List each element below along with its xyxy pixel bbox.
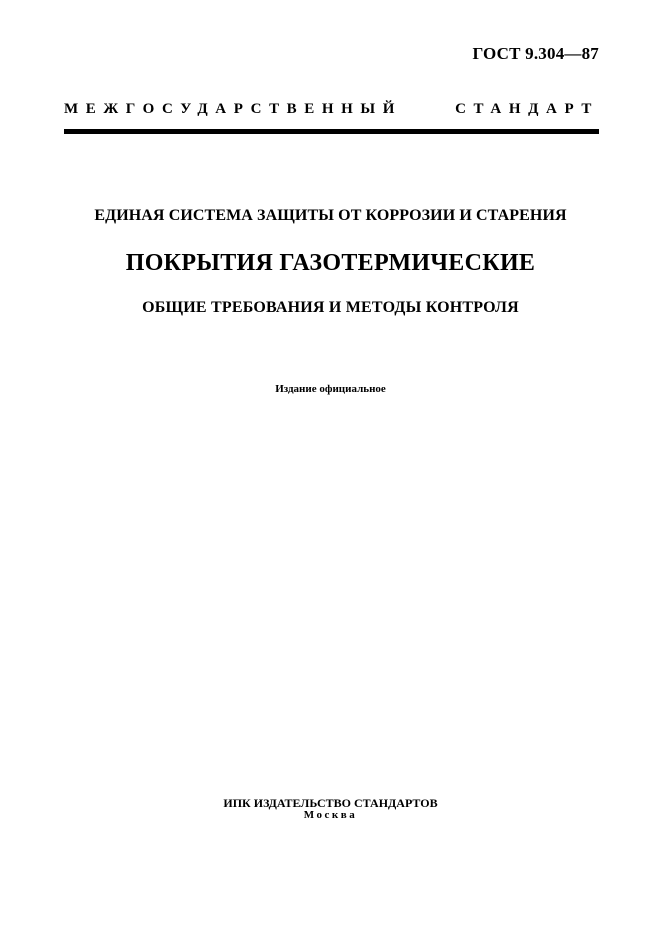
series-title: ЕДИНАЯ СИСТЕМА ЗАЩИТЫ ОТ КОРРОЗИИ И СТАРЕНИЯ xyxy=(94,207,567,224)
publisher-name: ИПК ИЗДАТЕЛЬСТВО СТАНДАРТОВ xyxy=(223,796,438,810)
document-code: ГОСТ 9.304—87 xyxy=(472,44,599,63)
document-title: ПОКРЫТИЯ ГАЗОТЕРМИЧЕСКИЕ xyxy=(125,250,536,276)
header-rule xyxy=(64,129,599,134)
publisher-city: Москва xyxy=(303,809,358,821)
standard-type-heading: МЕЖГОСУДАРСТВЕННЫЙ СТАНДАРТ xyxy=(64,101,599,117)
document-subtitle: ОБЩИЕ ТРЕБОВАНИЯ И МЕТОДЫ КОНТРОЛЯ xyxy=(142,299,519,316)
edition-note: Издание официальное xyxy=(275,383,386,395)
